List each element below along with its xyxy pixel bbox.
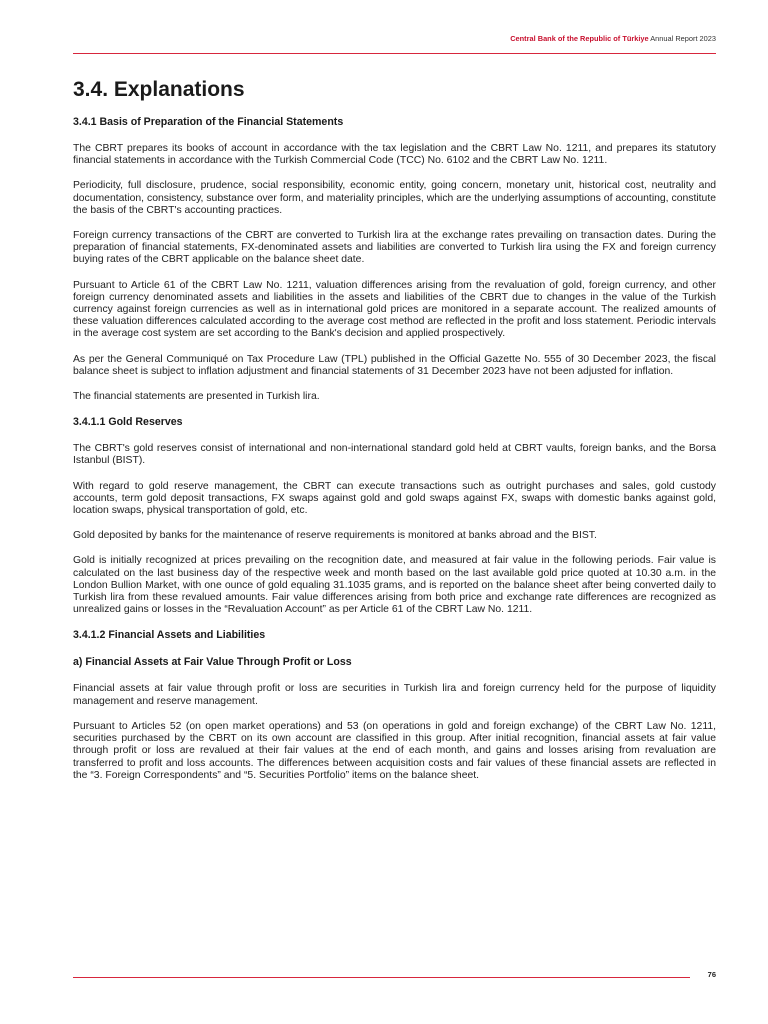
footer-divider [73, 977, 690, 978]
header-organization: Central Bank of the Republic of Türkiye [510, 34, 649, 43]
basis-paragraph: As per the General Communiqué on Tax Procedure Law (TPL) published in the Official Gazette No. 555 of 30 December 2023, the fiscal balance sheet is subject to inflation adjustment and financial statements of 31 December 2023 have not been adjusted for inflation. [73, 353, 716, 377]
fvtpl-subheading: a) Financial Assets at Fair Value Through Profit or Loss [73, 656, 352, 669]
header-report-title: Annual Report 2023 [648, 34, 716, 43]
gold-paragraph: The CBRT's gold reserves consist of international and non-international standard gold held at CBRT vaults, foreign banks, and the Borsa Istanbul (BIST). [73, 443, 716, 467]
basis-paragraph: Periodicity, full disclosure, prudence, social responsibility, economic entity, going concern, monetary unit, historical cost, neutrality and documentation, consistency, substance over form, and materiality principles, which are the underlying assumptions of accounting, constitute the basis of the CBRT's accounting practices. [73, 180, 716, 216]
basis-paragraph: The financial statements are presented in Turkish lira. [73, 391, 320, 403]
basis-paragraph: Foreign currency transactions of the CBRT are converted to Turkish lira at the exchange rates prevailing on transaction dates. During the preparation of financial statements, FX-denominated assets and liabilities are converted to Turkish lira using the FX and foreign currency buying rates of the CBRT applicable on the balance sheet date. [73, 230, 716, 266]
gold-paragraph: With regard to gold reserve management, the CBRT can execute transactions such as outright purchases and sales, gold custody accounts, term gold deposit transactions, FX swaps against gold and gold swaps against FX, swaps with domestic banks against gold, location swaps, physical transportation of gold, etc. [73, 480, 716, 517]
section-title: 3.4. Explanations [73, 78, 245, 101]
financial-assets-heading: 3.4.1.2 Financial Assets and Liabilities [73, 629, 266, 642]
financial-assets-paragraph: Pursuant to Articles 52 (on open market operations) and 53 (on operations in gold and foreign exchange) of the CBRT Law No. 1211, securities purchased by the CBRT on its own account are classified in this group. After initial recognition, financial assets at fair value through profit or loss are revalued at their fair values at the end of each month, and gains and losses arising from revaluation are transferred to profit and loss accounts. The differences between acquisition costs and fair values of these financial assets are reflected in the “3. Foreign Correspondents” and “5. Securities Portfolio” items on the balance sheet. [73, 720, 716, 781]
gold-reserves-heading: 3.4.1.1 Gold Reserves [73, 416, 183, 429]
page-header [73, 34, 716, 44]
financial-assets-paragraph: Financial assets at fair value through profit or loss are securities in Turkish lira and foreign currency held for the purpose of liquidity management and reserve management. [73, 683, 716, 707]
gold-paragraph: Gold deposited by banks for the maintenance of reserve requirements is monitored at banks abroad and the BIST. [73, 530, 597, 542]
basis-paragraph: The CBRT prepares its books of account in accordance with the tax legislation and the CBRT Law No. 1211, and prepares its statutory financial statements in accordance with the Turkish Commercial Code (TCC) No. 6102 and the CBRT Law No. 1211. [73, 143, 716, 167]
basis-paragraph: Pursuant to Article 61 of the CBRT Law No. 1211, valuation differences arising from the revaluation of gold, foreign currency, and other foreign currency denominated assets and liabilities in the assets and liabilities of the CBRT due to changes in the value of the Turkish currency against foreign currencies as well as in international gold prices are monitored in a separate account. The realized amounts of these valuation differences calculated according to the average cost method are reflected in the profit and loss statement. Periodic intervals in the average cost system are set according to the Bank's decision and applied prospectively. [73, 279, 716, 340]
basis-heading: 3.4.1 Basis of Preparation of the Financial Statements [73, 116, 344, 128]
page-number: 76 [707, 970, 716, 979]
gold-paragraph: Gold is initially recognized at prices prevailing on the recognition date, and measured at fair value in the following periods. Fair value is calculated on the last business day of the respective week and month based on the last available gold price quoted at 10.30 a.m. in the London Bullion Market, with one ounce of gold equaling 31.1035 grams, and is reported on the balance sheet after being converted daily to Turkish lira from these revalued amounts. Fair value differences arising from both price and exchange rate differences are recognized as unrealized gains or losses in the “Revaluation Account” as per Article 61 of the CBRT Law No. 1211. [73, 555, 716, 616]
main-content [73, 76, 716, 795]
header-divider [73, 53, 716, 54]
